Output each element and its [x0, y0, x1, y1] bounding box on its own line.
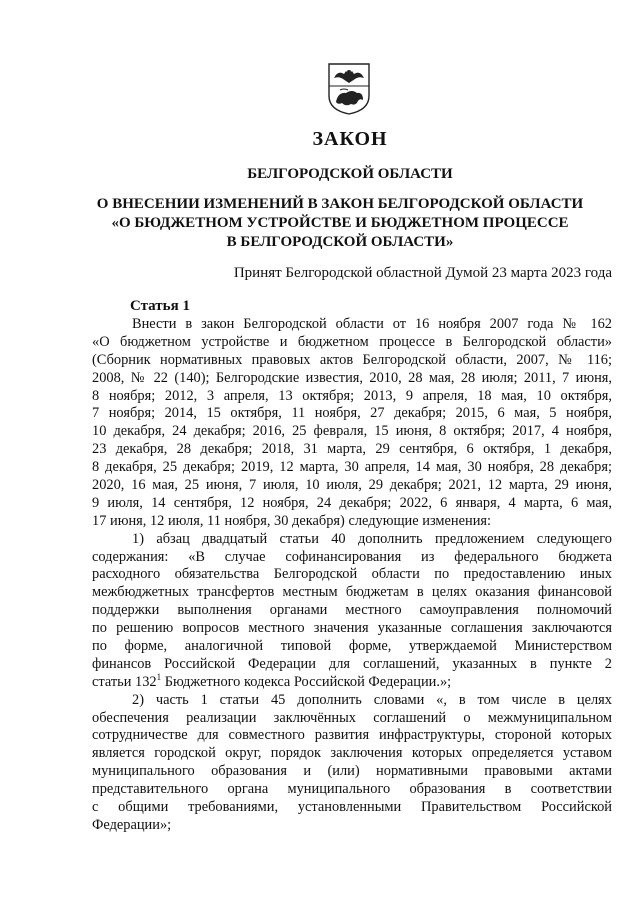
- text-line: обеспечения реализации заключённых соглашений о межмуниципальном: [92, 709, 612, 726]
- text-line: (Сборник нормативных правовых актов Белгородской области, 2007, № 116;: [92, 351, 612, 368]
- text-line: 1) абзац двадцатый статьи 40 дополнить предложением следующего: [132, 530, 612, 547]
- text-line: финансов Российской Федерации для соглашений, указанных в пункте 2: [92, 655, 612, 672]
- article-reference: статьи 132: [92, 673, 157, 690]
- heading-line: В БЕЛГОРОДСКОЙ ОБЛАСТИ»: [226, 234, 454, 250]
- article-body: [92, 316, 612, 835]
- text-line: содержания: «В случае софинансирования из федерального бюджета: [92, 548, 612, 565]
- article-superscript: 1: [156, 672, 162, 683]
- text-line: 2008, № 22 (140); Белгородские известия, 2010, 28 мая, 28 июля; 2011, 7 июня,: [92, 369, 612, 386]
- eagle-lion-shield-icon: [326, 62, 372, 116]
- text-line: поддержки выполнения органами местного самоуправления полномочий: [92, 602, 612, 619]
- text-line: по решению вопросов местного значения указанные соглашения заключаются: [92, 620, 612, 637]
- law-title: ЗАКОН: [312, 128, 388, 150]
- heading-line: «О БЮДЖЕТНОМ УСТРОЙСТВЕ И БЮДЖЕТНОМ ПРОЦЕССЕ: [111, 215, 569, 231]
- law-heading: [60, 195, 620, 252]
- text-line: 8 ноября; 2012, 3 апреля, 13 октября; 2013, 9 апреля, 18 мая, 10 октября,: [92, 387, 612, 404]
- text-line: 23 декабря, 28 декабря; 2018, 31 марта, 29 сентября, 6 октября, 1 декабря,: [92, 441, 612, 458]
- coat-of-arms-emblem: [326, 62, 372, 116]
- text-line: 8 декабря, 25 декабря; 2019, 12 марта, 30 апреля, 14 мая, 30 ноября, 28 декабря;: [92, 459, 612, 476]
- text-line: представительного органа муниципального образования в соответствии: [92, 781, 612, 798]
- adoption-statement: Принят Белгородской областной Думой 23 марта 2023 года: [233, 265, 612, 281]
- text-line: с общими требованиями, установленными Правительством Российской: [92, 799, 612, 816]
- text-line: 17 июня, 12 июля, 11 ноября, 30 декабря) следующие изменения:: [92, 512, 492, 529]
- region-title: БЕЛГОРОДСКОЙ ОБЛАСТИ: [247, 166, 453, 182]
- text-line: по форме, аналогичной типовой форме, утверждаемой Министерством: [92, 638, 612, 655]
- text-line: сотрудничестве для совместного развития инфраструктуры, стороной которых: [92, 727, 612, 744]
- text-line: Федерации»;: [92, 816, 172, 833]
- text-line: 2) часть 1 статьи 45 дополнить словами «, в том числе в целях: [132, 691, 612, 708]
- text-line: 9 июля, 14 сентября, 12 ноября, 24 декабря; 2022, 6 января, 4 марта, 6 мая,: [92, 494, 612, 511]
- text-line: является городской округ, порядок заключения которых определяется уставом: [92, 745, 612, 762]
- article-title: Статья 1: [130, 298, 190, 314]
- text-line: Внести в закон Белгородской области от 16 ноября 2007 года № 162: [132, 316, 612, 332]
- text-line: расходного обязательства Белгородской области по предоставлению иных: [92, 566, 612, 583]
- heading-line: О ВНЕСЕНИИ ИЗМЕНЕНИЙ В ЗАКОН БЕЛГОРОДСКОЙ ОБЛАСТИ: [96, 196, 584, 212]
- text-line: «О бюджетном устройстве и бюджетном процессе в Белгородской области»: [92, 333, 612, 350]
- text-line: муниципального образования и (или) нормативными правовыми актами: [92, 763, 612, 780]
- text-line: [92, 674, 612, 692]
- text-line: 10 декабря, 24 декабря; 2016, 25 февраля, 15 июня, 8 октября; 2017, 4 ноября,: [92, 423, 612, 440]
- text-fragment: Бюджетного кодекса Российской Федерации.»;: [161, 673, 452, 690]
- text-line: 7 ноября; 2014, 15 октября, 11 ноября, 27 декабря; 2015, 6 мая, 5 ноября,: [92, 405, 612, 422]
- text-line: 2020, 16 мая, 25 июня, 7 июля, 10 июля, 29 декабря; 2021, 12 марта, 29 июня,: [92, 477, 612, 494]
- text-line: межбюджетных трансфертов местным бюджетам в целях оказания финансовой: [92, 584, 612, 601]
